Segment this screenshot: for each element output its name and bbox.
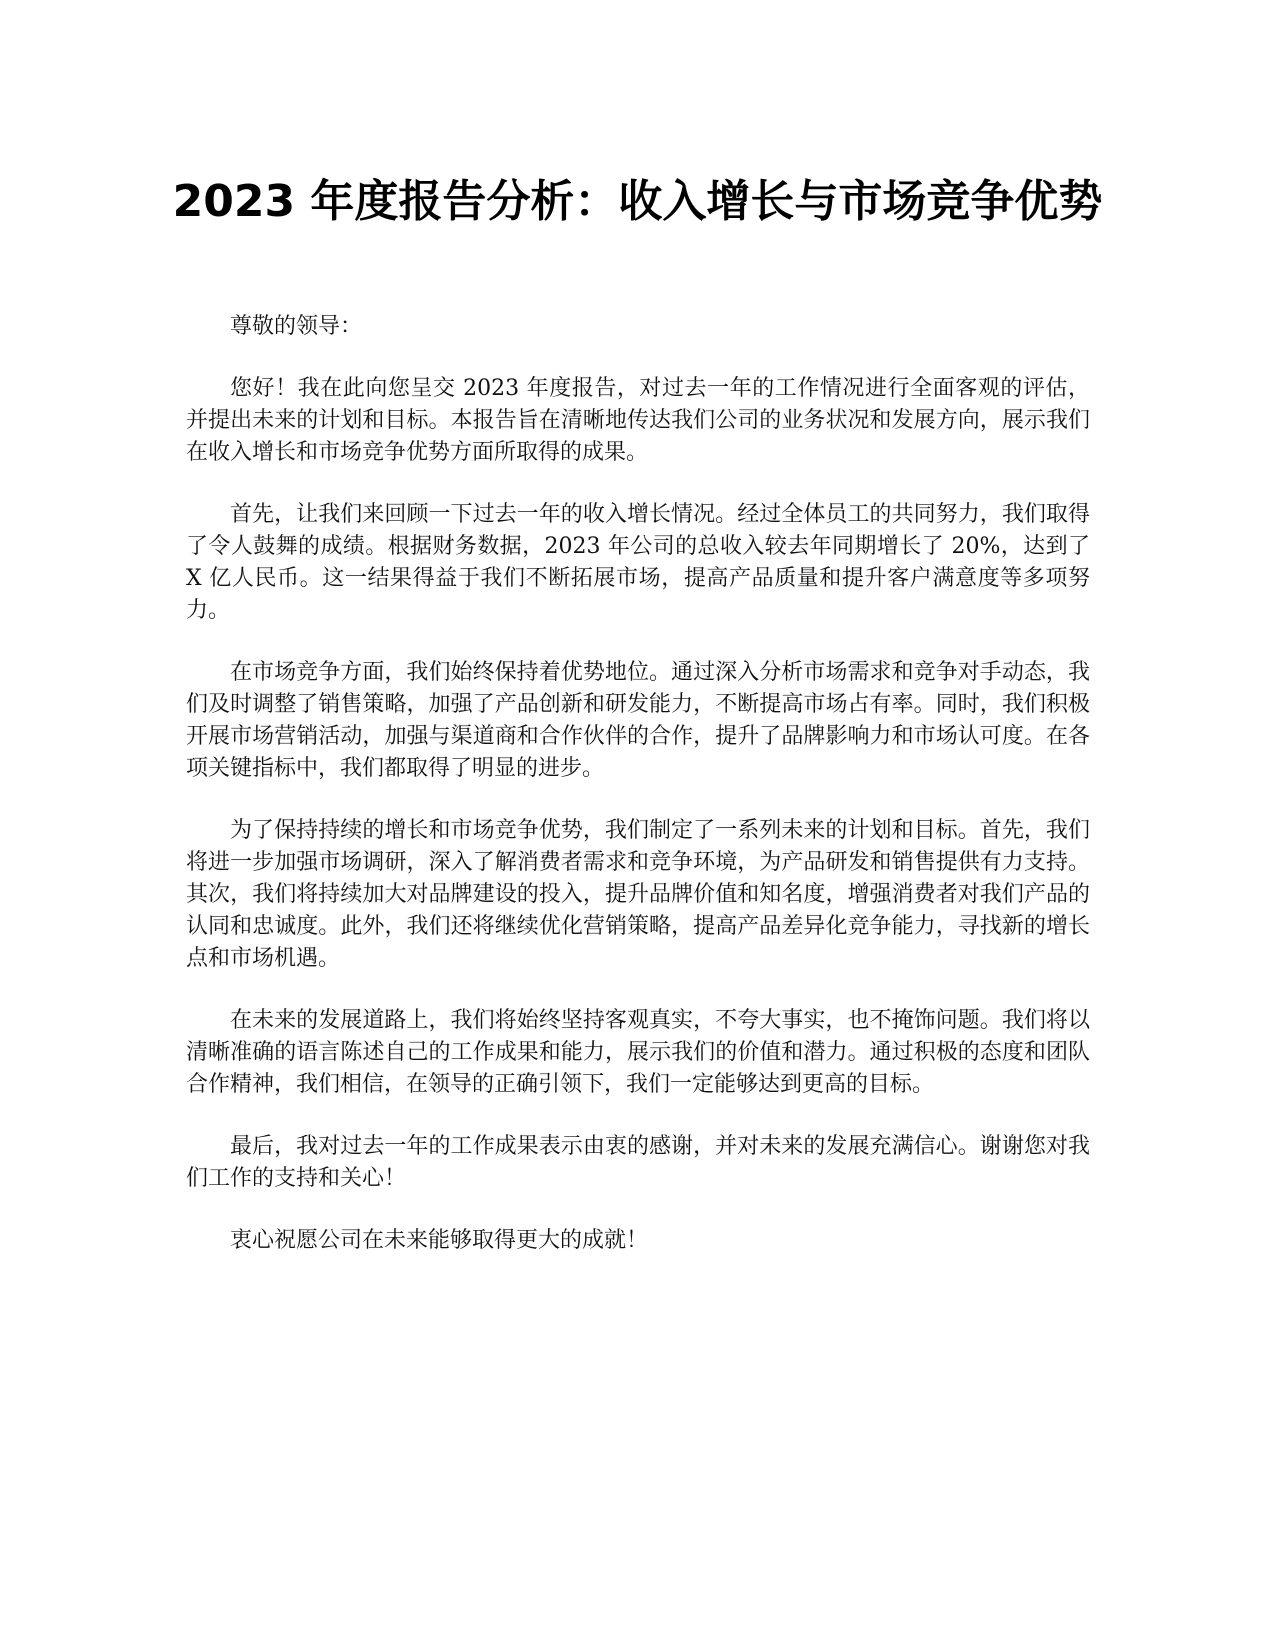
document-body bbox=[186, 311, 1090, 1257]
paragraph-market-competition: 在市场竞争方面，我们始终保持着优势地位。通过深入分析市场需求和竞争对手动态，我们及时调整了销售策略，加强了产品创新和研发能力，不断提高市场占有率。同时，我们积极开展市场营销活动，加强与渠道商和合作伙伴的合作，提升了品牌影响力和市场认可度。在各项关键指标中，我们都取得了明显的进步。 bbox=[186, 660, 1090, 781]
paragraph-thanks: 最后，我对过去一年的工作成果表示由衷的感谢，并对未来的发展充满信心。谢谢您对我们工作的支持和关心！ bbox=[186, 1134, 1090, 1191]
paragraph-commitment: 在未来的发展道路上，我们将始终坚持客观真实，不夸大事实，也不掩饰问题。我们将以清晰准确的语言陈述自己的工作成果和能力，展示我们的价值和潜力。通过积极的态度和团队合作精神，我们相信，在领导的正确引领下，我们一定能够达到更高的目标。 bbox=[186, 1008, 1090, 1097]
document-title: 2023 年度报告分析：收入增长与市场竞争优势 bbox=[172, 176, 1103, 228]
paragraph-future-plans: 为了保持持续的增长和市场竞争优势，我们制定了一系列未来的计划和目标。首先，我们将进一步加强市场调研，深入了解消费者需求和竞争环境，为产品研发和销售提供有力支持。其次，我们将持续加大对品牌建设的投入，提升品牌价值和知名度，增强消费者对我们产品的认同和忠诚度。此外，我们还将继续优化营销策略，提高产品差异化竞争能力，寻找新的增长点和市场机遇。 bbox=[186, 818, 1090, 971]
paragraph-revenue-growth: 首先，让我们来回顾一下过去一年的收入增长情况。经过全体员工的共同努力，我们取得了令人鼓舞的成绩。根据财务数据，2023 年公司的总收入较去年同期增长了 20%，达到了 X 亿人民币。这一结果得益于我们不断拓展市场，提高产品质量和提升客户满意度等多项努力。 bbox=[186, 502, 1090, 623]
salutation: 尊敬的领导： bbox=[230, 314, 363, 339]
closing-wish: 衷心祝愿公司在未来能够取得更大的成就！ bbox=[230, 1228, 649, 1253]
paragraph-greeting: 您好！我在此向您呈交 2023 年度报告，对过去一年的工作情况进行全面客观的评估，并提出未来的计划和目标。本报告旨在清晰地传达我们公司的业务状况和发展方向，展示我们在收入增长和市场竞争优势方面所取得的成果。 bbox=[186, 376, 1090, 465]
